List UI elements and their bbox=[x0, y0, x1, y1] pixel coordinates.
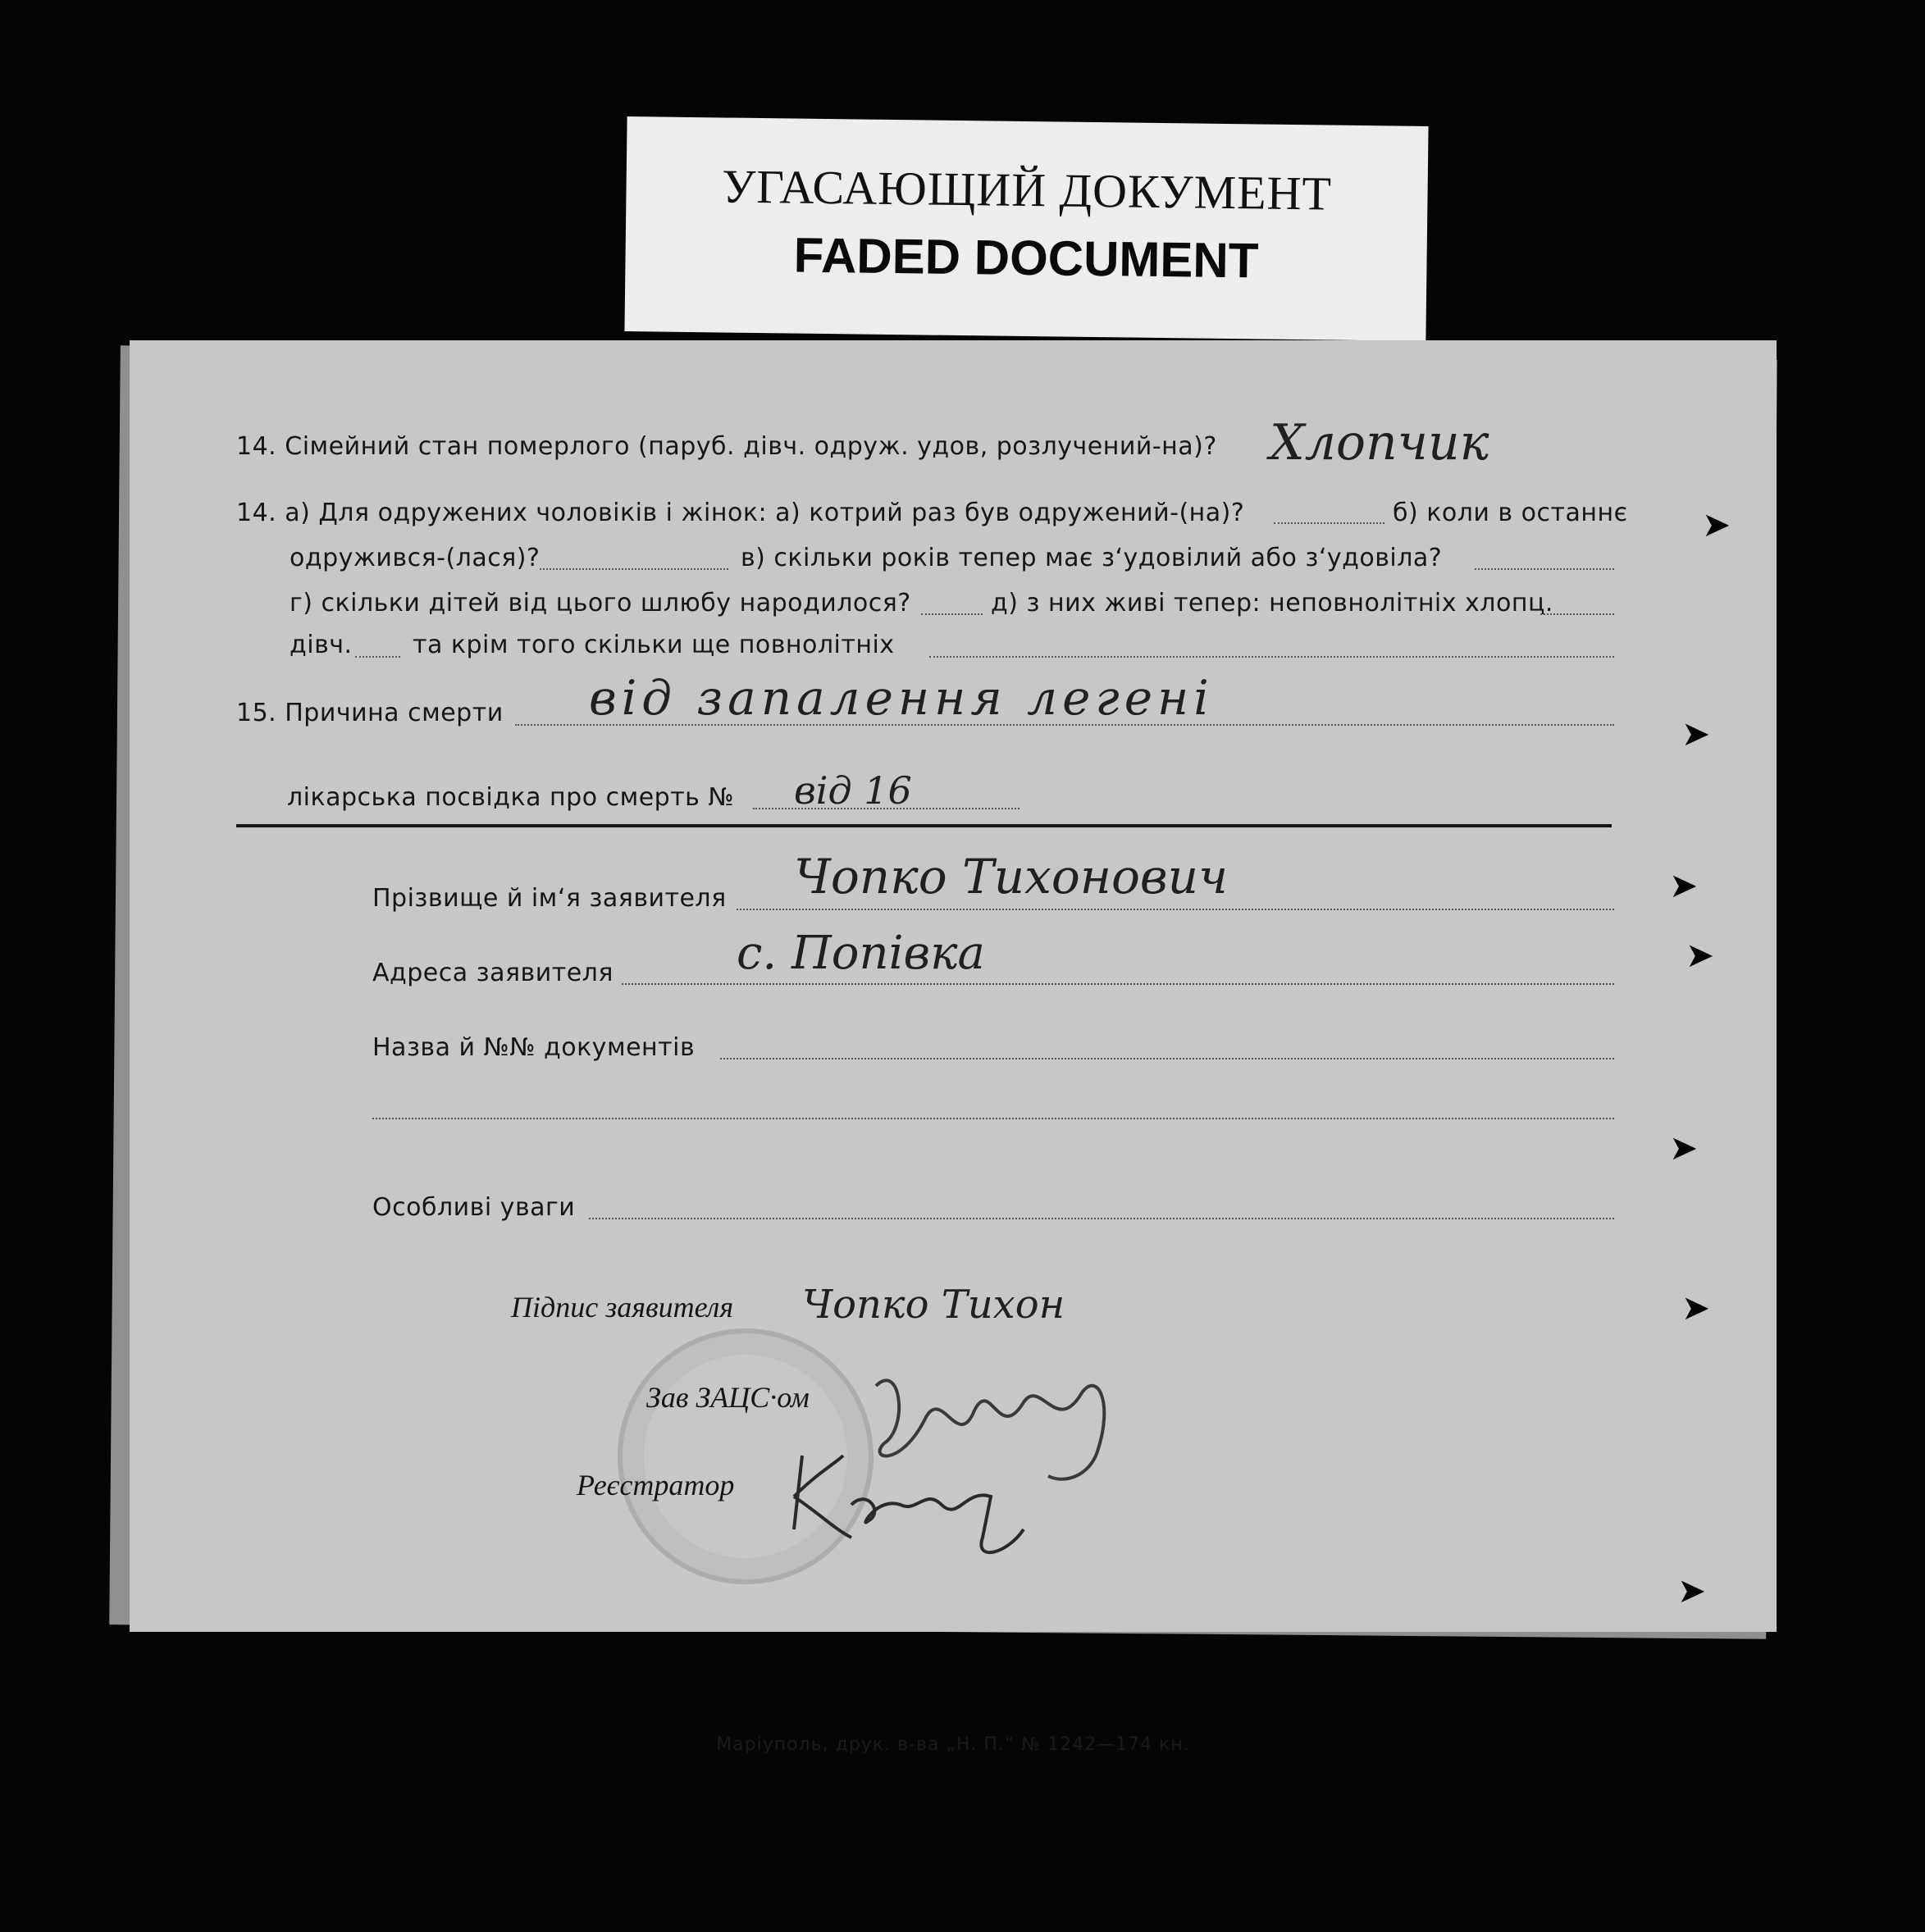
q14a-line1b: б) коли в останнє bbox=[1393, 499, 1628, 527]
cert-handwritten-answer: від 16 bbox=[794, 768, 912, 813]
registrar-label: Реєстратор bbox=[577, 1469, 735, 1501]
punch-hole: ➤ bbox=[1669, 865, 1699, 905]
punch-hole: ➤ bbox=[1669, 1128, 1699, 1168]
applicant-name-field bbox=[737, 909, 1614, 910]
punch-hole: ➤ bbox=[1681, 1287, 1711, 1328]
applicant-signature-label: Підпис заявителя bbox=[511, 1291, 734, 1324]
documents-label: Назва й №№ документів bbox=[372, 1033, 696, 1062]
punch-hole: ➤ bbox=[1702, 504, 1731, 545]
notes-field bbox=[589, 1218, 1614, 1219]
registrar-signature bbox=[786, 1439, 1032, 1570]
section-divider bbox=[236, 824, 1612, 827]
cert-label: лікарська посвідка про смерть № bbox=[287, 783, 735, 812]
q14-label: 14. Сімейний стан померлого (паруб. дівч. одруж. удов, розлучений-на)? bbox=[236, 432, 1217, 461]
applicant-signature: Чопко Тихон bbox=[802, 1282, 1065, 1328]
q14a-field-f bbox=[355, 656, 400, 658]
zags-head-label: Зав ЗАЦС·ом bbox=[646, 1381, 810, 1414]
applicant-address-field bbox=[622, 983, 1614, 985]
q14a-line4a: дівч. bbox=[290, 631, 353, 659]
label-russian: УГАСАЮЩИЙ ДОКУМЕНТ bbox=[721, 159, 1333, 221]
q14a-field-b bbox=[540, 568, 728, 570]
q15-label: 15. Причина смерти bbox=[236, 699, 504, 727]
q14a-line2b: в) скільки років тепер має з‘удовілий або з‘удовіла? bbox=[741, 544, 1443, 572]
q14a-field-e bbox=[1540, 613, 1614, 615]
q14a-line2a: одружився-(лася)? bbox=[290, 544, 541, 572]
punch-hole: ➤ bbox=[1681, 713, 1711, 754]
q14a-field-d bbox=[921, 613, 983, 615]
documents-field bbox=[720, 1058, 1614, 1059]
q14a-field-c bbox=[1475, 568, 1614, 570]
q14a-field-g bbox=[929, 656, 1614, 658]
notes-label: Особливі уваги bbox=[372, 1193, 576, 1222]
faded-document-label bbox=[624, 116, 1428, 341]
q14a-line4b: та крім того скільки ще повнолітніх bbox=[413, 631, 895, 659]
applicant-name-handwritten: Чопко Тихонович bbox=[794, 849, 1229, 904]
punch-hole: ➤ bbox=[1686, 935, 1715, 975]
printer-footer: Маріуполь, друк. в-ва „Н. П.“ № 1242—174 кн. bbox=[716, 1734, 1190, 1755]
q14-handwritten-answer: Хлопчик bbox=[1270, 414, 1489, 472]
q14a-line1: 14. а) Для одружених чоловіків і жінок: а) котрий раз був одружений-(на)? bbox=[236, 499, 1245, 527]
applicant-address-handwritten: с. Попівка bbox=[737, 927, 985, 980]
label-english: FADED DOCUMENT bbox=[793, 227, 1259, 289]
q14a-line3a: г) скільки дітей від цього шлюбу народилося? bbox=[290, 589, 911, 617]
documents-field-2 bbox=[372, 1118, 1614, 1119]
q14a-field-a bbox=[1274, 522, 1384, 524]
applicant-name-label: Прізвище й ім‘я заявителя bbox=[372, 884, 727, 913]
q14a-line3b: д) з них живі тепер: неповнолітніх хлопц. bbox=[991, 589, 1553, 617]
q15-handwritten-answer: від запалення легені bbox=[589, 670, 1214, 726]
applicant-address-label: Адреса заявителя bbox=[372, 959, 614, 987]
document-page bbox=[130, 340, 1777, 1755]
punch-hole: ➤ bbox=[1677, 1570, 1707, 1611]
